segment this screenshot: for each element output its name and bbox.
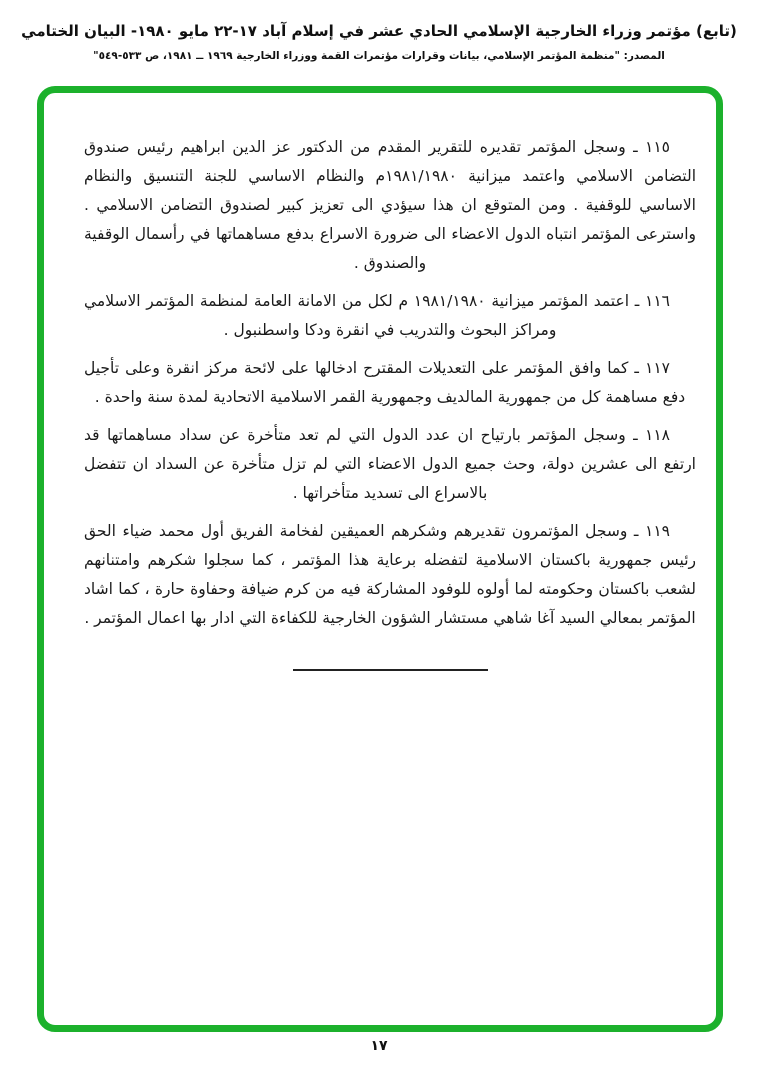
- page-header: [0, 0, 758, 62]
- paragraph-117: ١١٧ ـ كما وافق المؤتمر على التعديلات المقترح ادخالها على لائحة مركز انقرة وعلى تأجيل دفع مساهمة كل من جمهورية المالديف وجمهورية القمر الاسلامية الاتحادية لمدة سنة واحدة .: [84, 359, 686, 406]
- green-border-frame: [37, 86, 723, 1032]
- paragraph-118: ١١٨ ـ وسجل المؤتمر بارتياح ان عدد الدول التي لم تعد متأخرة عن سداد مساهماتها قد ارتفع الى عشرين دولة، وحث جميع الدول الاعضاء التي لم تزل متأخرة عن السداد ان تتفضل بالاسراع الى تسديد متأخراتها .: [84, 426, 696, 502]
- paragraph-115: ١١٥ ـ وسجل المؤتمر تقديره للتقرير المقدم من الدكتور عز الدين ابراهيم رئيس صندوق التضامن الاسلامي واعتمد ميزانية ١٩٨١/١٩٨٠م والنظام الاساسي للجنة التنسيق والنظام الاساسي للوقفية . ومن المتوقع ان هذا سيؤدي الى تعزيز كبير لصندوق التضامن الاسلامي . واسترعى المؤتمر انتباه الدول الاعضاء الى ضرورة الاسراع بدفع مساهماتها في رأسمال الوقفية والصندوق .: [84, 138, 696, 272]
- section-divider: [293, 669, 488, 671]
- page-number: ١٧: [370, 1038, 388, 1054]
- source-citation: المصدر: "منظمة المؤتمر الإسلامي، بيانات وقرارات مؤتمرات القمة ووزراء الخارجية ١٩٦٩ ــ ١٩٨١، ص ٥٣٣-٥٤٩": [93, 49, 665, 62]
- paragraph-119: ١١٩ ـ وسجل المؤتمرون تقديرهم وشكرهم العميقين لفخامة الفريق أول محمد ضياء الحق رئيس جمهورية باكستان الاسلامية لتفضله برعاية هذا المؤتمر ، كما سجلوا شكرهم وامتنانهم لشعب باكستان وحكومته لما أولوه للوفود المشاركة فيه من كرم ضيافة وحفاوة حارة ، كما اشاد المؤتمر بمعالي السيد آغا شاهي مستشار الشؤون الخارجية للكفاءة التي ادار بها اعمال المؤتمر .: [84, 522, 696, 627]
- document-title: (تابع) مؤتمر وزراء الخارجية الإسلامي الحادي عشر في إسلام آباد ١٧-٢٢ مايو ١٩٨٠- البيان الختامي: [21, 22, 737, 40]
- document-body: [44, 93, 716, 671]
- paragraph-116: ١١٦ ـ اعتمد المؤتمر ميزانية ١٩٨١/١٩٨٠ م لكل من الامانة العامة لمنظمة المؤتمر الاسلامي ومراكز البحوث والتدريب في انقرة ودكا واسطنبول .: [84, 292, 670, 339]
